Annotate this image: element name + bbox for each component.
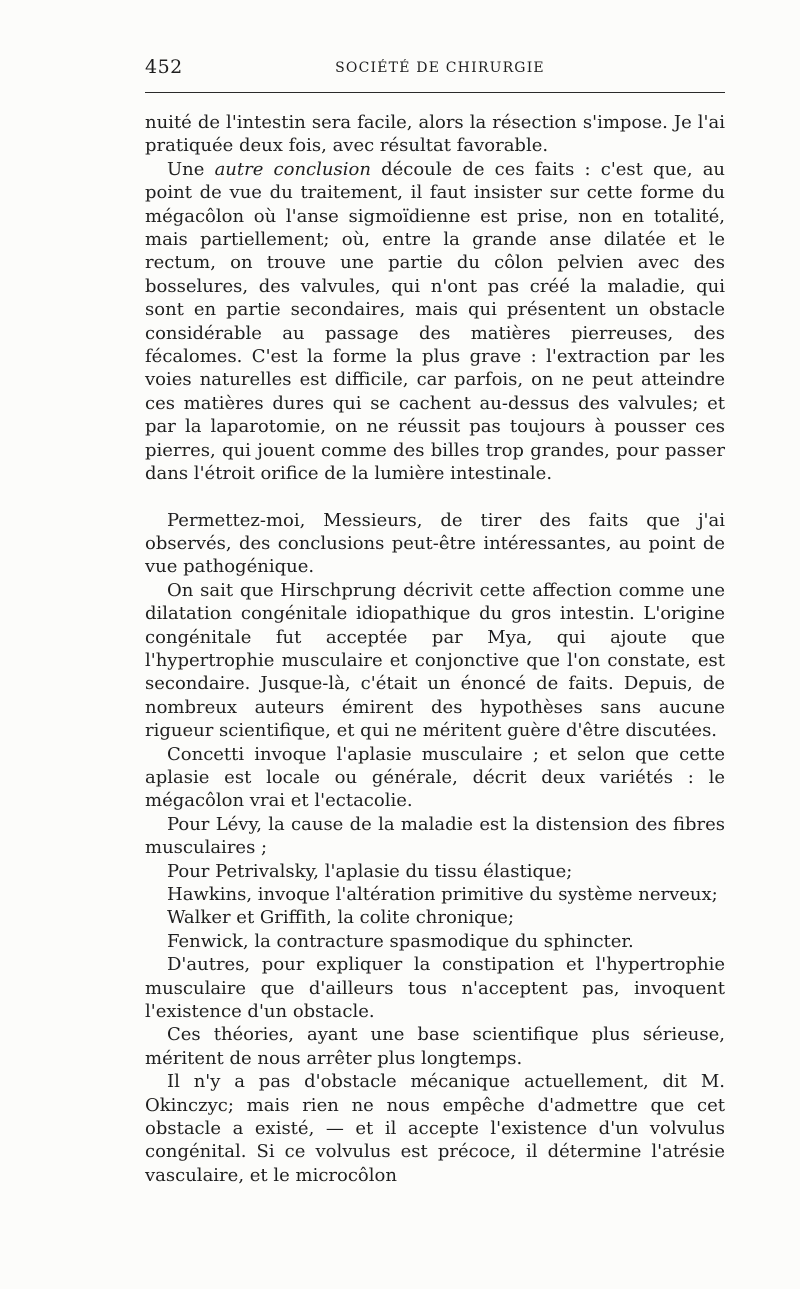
paragraph-theories: Ces théories, ayant une base scientifique plus sérieuse, méritent de nous arrêter plus longtemps. (145, 1024, 725, 1069)
paragraph-fenwick: Fenwick, la contracture spasmodique du sphincter. (167, 930, 634, 952)
emphasis-autre-conclusion: autre conclusion (214, 158, 371, 180)
paragraph-hirschprung: On sait que Hirschprung décrivit cette affection comme une dilatation congénitale idiopathique du gros intestin. L'origine congénitale fut acceptée par Mya, qui ajoute que l'hypertrophie musculaire et conjonctive que l'on constate, est secondaire. Jusque-là, c'était un énoncé de faits. Depuis, de nombreux auteurs émirent des hypothèses sans aucune rigueur scientifique, et qui ne méritent guère d'être discutées. (145, 579, 725, 742)
header-rule (145, 92, 725, 93)
paragraph-continuation: nuité de l'intestin sera facile, alors la résection s'impose. Je l'ai pratiquée deux fois, avec résultat favorable. (145, 112, 725, 157)
paragraph-permettez-moi: Permettez-moi, Messieurs, de tirer des faits que j'ai observés, des conclusions peut-être intéressantes, au point de vue pathogénique. (145, 509, 725, 578)
paragraph-autre-conclusion (145, 158, 725, 486)
paragraph-rest: découle de ces faits : c'est que, au point de vue du traitement, il faut insister sur cette forme du mégacôlon où l'anse sigmoïdienne est prise, non en totalité, mais partiellement; où, entre la grande anse dilatée et le rectum, on trouve une partie du côlon pelvien avec des bosselures, des valvules, qui n'ont pas créé la maladie, qui sont en partie secondaires, mais qui présentent un obstacle considérable au passage des matières pierreuses, des fécalomes. C'est la forme la plus grave : l'extraction par les voies naturelles est difficile, car parfois, on ne peut atteindre ces matières dures qui se cachent au-dessus des valvules; et par la laparotomie, on ne réussit pas toujours à pousser ces pierres, qui jouent comme des billes trop grandes, pour passer dans l'étroit orifice de la lumière intestinale. (145, 158, 726, 485)
body-text (145, 111, 725, 1187)
page-number: 452 (145, 56, 183, 78)
paragraph-walker-griffith: Walker et Griffith, la colite chronique; (167, 907, 515, 929)
paragraph-levy: Pour Lévy, la cause de la maladie est la distension des fibres musculaires ; (145, 813, 725, 859)
paragraph-okinczyc: Il n'y a pas d'obstacle mécanique actuellement, dit M. Okinczyc; mais rien ne nous empêche d'admettre que cet obstacle a existé, — et il accepte l'existence d'un volvulus congénital. Si ce volvulus est précoce, il détermine l'atrésie vasculaire, et le microcôlon (145, 1071, 725, 1186)
running-title: SOCIÉTÉ DE CHIRURGIE (335, 60, 545, 76)
paragraph-lead: Une (167, 158, 215, 180)
page-header (145, 52, 725, 92)
paragraph-concetti: Concetti invoque l'aplasie musculaire ; et selon que cette aplasie est locale ou générale, décrit deux variétés : le mégacôlon vrai et l'ectacolie. (145, 743, 725, 812)
paragraph-hawkins: Hawkins, invoque l'altération primitive du système nerveux; (167, 884, 718, 905)
paragraph-obstacle: D'autres, pour expliquer la constipation et l'hypertrophie musculaire que d'ailleurs tous n'acceptent pas, invoquent l'existence d'un obstacle. (145, 954, 725, 1023)
paragraph-petrivalsky: Pour Petrivalsky, l'aplasie du tissu élastique; (167, 860, 573, 882)
